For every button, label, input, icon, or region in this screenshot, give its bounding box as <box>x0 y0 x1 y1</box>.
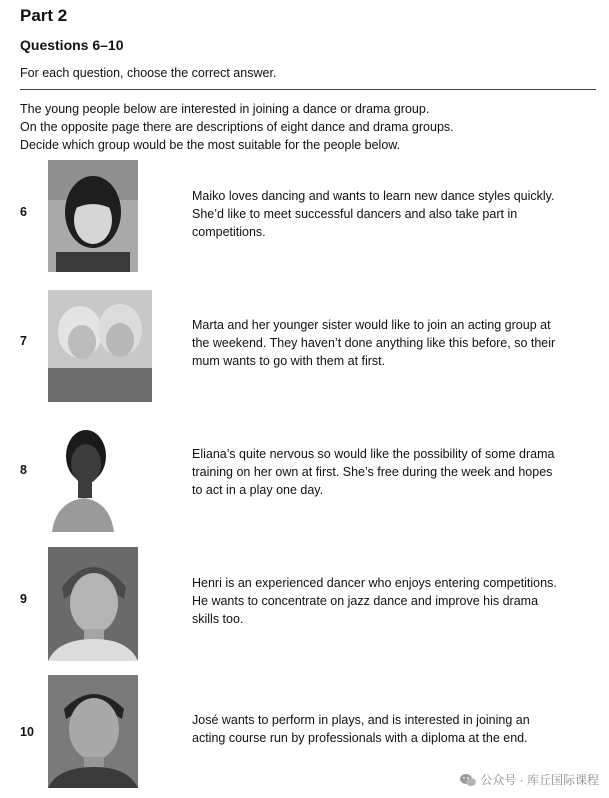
question-9-text <box>192 574 592 628</box>
watermark <box>460 771 599 788</box>
part-title: Part 2 <box>20 6 68 25</box>
desc-line: training on her own at first. She’s free during the week and hopes <box>192 465 553 479</box>
desc-line: Henri is an experienced dancer who enjoys entering competitions. <box>192 576 557 590</box>
photo-maiko <box>48 160 138 272</box>
instruction-text: For each question, choose the correct answer. <box>20 66 277 80</box>
desc-line: He wants to concentrate on jazz dance and improve his drama <box>192 594 539 608</box>
desc-line: the weekend. They haven’t done anything like this before, so their <box>192 336 556 350</box>
desc-line: José wants to perform in plays, and is interested in joining an <box>192 713 530 727</box>
desc-line: to act in a play one day. <box>192 483 324 497</box>
intro-line: Decide which group would be the most suitable for the people below. <box>20 138 401 152</box>
desc-line: competitions. <box>192 225 266 239</box>
section-divider <box>20 89 596 90</box>
question-number-6: 6 <box>20 205 27 219</box>
photo-jose <box>48 675 138 788</box>
question-number-7: 7 <box>20 334 27 348</box>
question-number-8: 8 <box>20 463 27 477</box>
desc-line: Maiko loves dancing and wants to learn new dance styles quickly. <box>192 189 555 203</box>
question-10-text <box>192 711 592 747</box>
question-8-text <box>192 445 592 499</box>
desc-line: She’d like to meet successful dancers and also take part in <box>192 207 518 221</box>
photo-henri <box>48 547 138 661</box>
questions-title: Questions 6–10 <box>20 37 124 53</box>
desc-line: Eliana’s quite nervous so would like the possibility of some drama <box>192 447 555 461</box>
watermark-text: 公众号 · 库丘国际课程 <box>480 773 599 787</box>
intro-text <box>20 100 454 154</box>
desc-line: skills too. <box>192 612 244 626</box>
question-7-text <box>192 316 592 370</box>
intro-line: The young people below are interested in joining a dance or drama group. <box>20 102 430 116</box>
photo-marta-and-sister <box>48 290 152 402</box>
desc-line: Marta and her younger sister would like to join an acting group at <box>192 318 551 332</box>
question-number-9: 9 <box>20 592 27 606</box>
question-6-text <box>192 187 592 241</box>
question-number-10: 10 <box>20 725 34 739</box>
photo-eliana <box>48 418 118 532</box>
intro-line: On the opposite page there are descriptions of eight dance and drama groups. <box>20 120 454 134</box>
desc-line: mum wants to go with them at first. <box>192 354 386 368</box>
wechat-icon <box>460 773 476 787</box>
desc-line: acting course run by professionals with a diploma at the end. <box>192 731 528 745</box>
